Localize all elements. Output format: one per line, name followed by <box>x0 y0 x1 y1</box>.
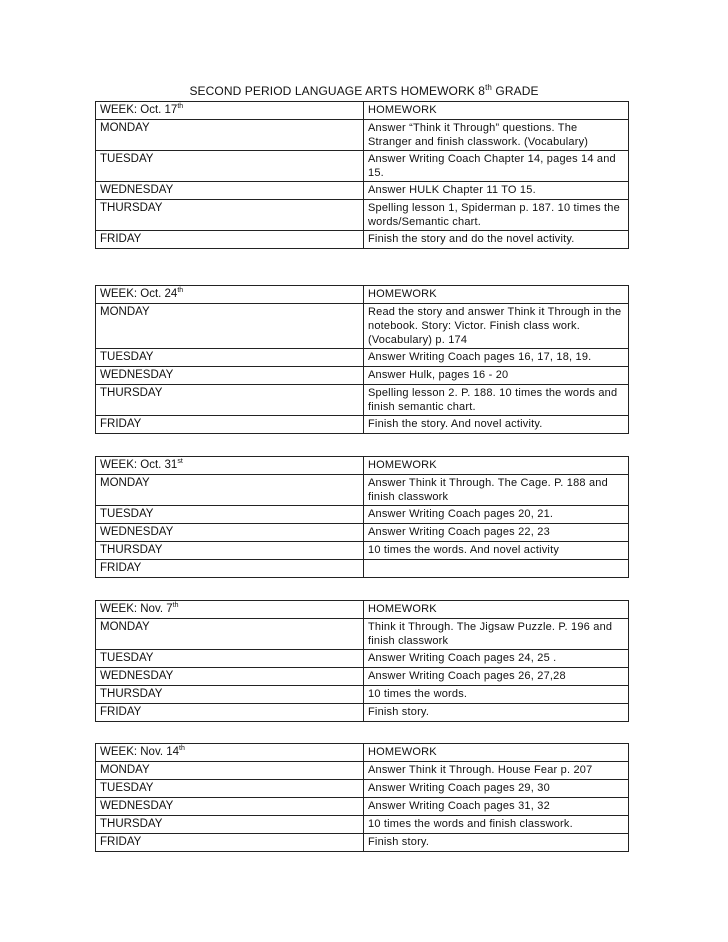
task-cell: 10 times the words. And novel activity <box>364 542 629 560</box>
day-cell: MONDAY <box>96 619 364 650</box>
task-cell: Answer Writing Coach pages 24, 25 . <box>364 650 629 668</box>
week-table-oct-17 <box>95 101 629 249</box>
task-cell: 10 times the words and finish classwork. <box>364 816 629 834</box>
table-row <box>96 120 629 151</box>
task-cell: Spelling lesson 2. P. 188. 10 times the words and finish semantic chart. <box>364 385 629 416</box>
homework-header: HOMEWORK <box>364 286 629 304</box>
week-header-row <box>96 744 629 762</box>
task-cell <box>364 560 629 578</box>
task-cell: Finish the story and do the novel activity. <box>364 231 629 249</box>
table-row <box>96 182 629 200</box>
week-table-nov-7 <box>95 600 629 722</box>
day-cell: THURSDAY <box>96 816 364 834</box>
title-text: SECOND PERIOD LANGUAGE ARTS HOMEWORK 8 <box>189 84 486 98</box>
table-row <box>96 816 629 834</box>
day-cell: FRIDAY <box>96 231 364 249</box>
table-row <box>96 200 629 231</box>
day-cell: THURSDAY <box>96 200 364 231</box>
day-cell: WEDNESDAY <box>96 668 364 686</box>
table-row <box>96 668 629 686</box>
task-cell: Answer Writing Coach Chapter 14, pages 14 and 15. <box>364 151 629 182</box>
day-cell: THURSDAY <box>96 385 364 416</box>
day-cell: THURSDAY <box>96 542 364 560</box>
day-cell: TUESDAY <box>96 506 364 524</box>
homework-header: HOMEWORK <box>364 102 629 120</box>
task-cell: Finish the story. And novel activity. <box>364 416 629 434</box>
task-cell: 10 times the words. <box>364 686 629 704</box>
day-cell: TUESDAY <box>96 780 364 798</box>
day-cell: TUESDAY <box>96 650 364 668</box>
table-row <box>96 780 629 798</box>
week-header-row <box>96 457 629 475</box>
day-cell: WEDNESDAY <box>96 798 364 816</box>
title-superscript: th <box>485 83 492 92</box>
day-cell: WEDNESDAY <box>96 524 364 542</box>
table-row <box>96 560 629 578</box>
task-cell: Finish story. <box>364 834 629 852</box>
table-row <box>96 686 629 704</box>
task-cell: Think it Through. The Jigsaw Puzzle. P. 196 and finish classwork <box>364 619 629 650</box>
week-header-row <box>96 102 629 120</box>
week-header-row <box>96 601 629 619</box>
title-tail: GRADE <box>491 84 539 98</box>
task-cell: Answer HULK Chapter 11 TO 15. <box>364 182 629 200</box>
week-label: WEEK: Nov. 7th <box>96 601 364 619</box>
day-cell: WEDNESDAY <box>96 182 364 200</box>
table-row <box>96 619 629 650</box>
table-row <box>96 834 629 852</box>
table-row <box>96 475 629 506</box>
homework-header: HOMEWORK <box>364 744 629 762</box>
table-row <box>96 704 629 722</box>
table-row <box>96 542 629 560</box>
task-cell: Answer Writing Coach pages 20, 21. <box>364 506 629 524</box>
task-cell: Answer Writing Coach pages 31, 32 <box>364 798 629 816</box>
task-cell: Read the story and answer Think it Through in the notebook. Story: Victor. Finish class work. (Vocabulary) p. 174 <box>364 304 629 349</box>
table-row <box>96 151 629 182</box>
week-label: WEEK: Oct. 31st <box>96 457 364 475</box>
day-cell: TUESDAY <box>96 349 364 367</box>
day-cell: MONDAY <box>96 762 364 780</box>
task-cell: Answer Writing Coach pages 26, 27,28 <box>364 668 629 686</box>
day-cell: TUESDAY <box>96 151 364 182</box>
task-cell: Answer Think it Through. House Fear p. 207 <box>364 762 629 780</box>
task-cell: Answer Think it Through. The Cage. P. 188 and finish classwork <box>364 475 629 506</box>
table-row <box>96 304 629 349</box>
week-table-oct-24 <box>95 285 629 434</box>
day-cell: WEDNESDAY <box>96 367 364 385</box>
table-row <box>96 524 629 542</box>
week-label: WEEK: Oct. 24th <box>96 286 364 304</box>
day-cell: THURSDAY <box>96 686 364 704</box>
page-title <box>0 84 728 98</box>
table-row <box>96 231 629 249</box>
week-label: WEEK: Nov. 14th <box>96 744 364 762</box>
task-cell: Finish story. <box>364 704 629 722</box>
day-cell: FRIDAY <box>96 834 364 852</box>
task-cell: Answer Writing Coach pages 16, 17, 18, 19. <box>364 349 629 367</box>
table-row <box>96 416 629 434</box>
table-row <box>96 650 629 668</box>
task-cell: Spelling lesson 1, Spiderman p. 187. 10 times the words/Semantic chart. <box>364 200 629 231</box>
week-header-row <box>96 286 629 304</box>
table-row <box>96 367 629 385</box>
day-cell: FRIDAY <box>96 560 364 578</box>
table-row <box>96 385 629 416</box>
homework-header: HOMEWORK <box>364 457 629 475</box>
week-table-oct-31 <box>95 456 629 578</box>
table-row <box>96 349 629 367</box>
table-row <box>96 798 629 816</box>
task-cell: Answer Writing Coach pages 29, 30 <box>364 780 629 798</box>
week-table-nov-14 <box>95 743 629 852</box>
table-row <box>96 506 629 524</box>
table-row <box>96 762 629 780</box>
day-cell: MONDAY <box>96 120 364 151</box>
day-cell: MONDAY <box>96 304 364 349</box>
day-cell: FRIDAY <box>96 416 364 434</box>
task-cell: Answer Writing Coach pages 22, 23 <box>364 524 629 542</box>
task-cell: Answer “Think it Through” questions. The Stranger and finish classwork. (Vocabulary) <box>364 120 629 151</box>
task-cell: Answer Hulk, pages 16 - 20 <box>364 367 629 385</box>
day-cell: MONDAY <box>96 475 364 506</box>
day-cell: FRIDAY <box>96 704 364 722</box>
week-label: WEEK: Oct. 17th <box>96 102 364 120</box>
homework-header: HOMEWORK <box>364 601 629 619</box>
